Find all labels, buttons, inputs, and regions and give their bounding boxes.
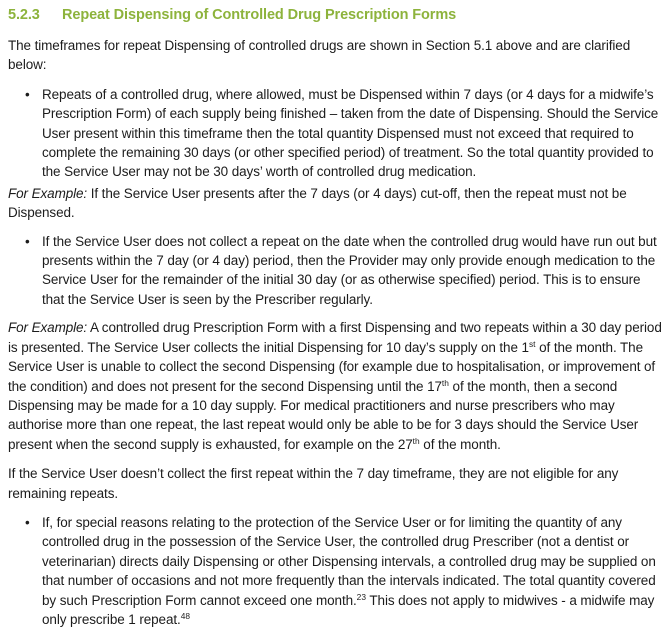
bullet-repeats-timeframe-text: Repeats of a controlled drug, where allowed, must be Dispensed within 7 days (or 4 days for a midwife’s Prescription Form) of each supply being finished – taken from the date of Dispensing. Should the Service User present within this timeframe then the total quantity Dispensed must not exceed that required to complete the remaining 30 days (or other specified period) of treatment. So the total quantity provided to the Service User may not be 30 days’ worth of controlled drug medication. [42, 86, 659, 180]
bullet-daily-dispensing-text: If, for special reasons relating to the protection of the Service User or for limiting the quantity of any controlled drug in the possession of the Service User, the controlled drug Prescriber (not a dentist or veterinarian) directs daily Dispensing or other Dispensing intervals, a controlled drug may be supplied on that number of occasions and not more frequently than the intervals indicated. The total quantity covered by such Prescription Form cannot exceed one month.$^{23}$ This does not apply to midwives - a midwife may only prescribe 1 repeat.$^{48}$ [42, 514, 656, 627]
paragraph-first-repeat-note: If the Service User doesn’t collect the first repeat within the 7 day timeframe, they are not eligible for any remaining repeats. [8, 466, 619, 501]
bullet-marker: • [25, 233, 30, 249]
paragraph-example-cutoff: For Example: If the Service User presents after the 7 days (or 4 days) cut-off, then the repeat must not be Dispensed. [8, 185, 627, 221]
bullet-marker: • [25, 86, 30, 102]
section-title: Repeat Dispensing of Controlled Drug Prescription Forms [62, 7, 457, 23]
bullet-late-collection [8, 232, 663, 310]
paragraph-example-repeats: For Example: A controlled drug Prescription Form with a first Dispensing and two repeats within a 30 day period is presented. The Service User collects the initial Dispensing for 10 day’s supply on the 1st of the month. The Service User is unable to collect the second Dispensing (for example due to hospitalisation, or improvement of the condition) and does not present for the second Dispensing until the 17th of the month, then a second Dispensing may be made for a 10 day supply. For medical practitioners and nurse prescribers who may authorise more than one repeat, the last repeat would only be able to be for 3 days should the Service User present when the second supply is exhausted, for example on the 27th of the month. [8, 320, 662, 452]
paragraph-intro: The timeframes for repeat Dispensing of controlled drugs are shown in Section 5.1 above and are clarified below: [8, 38, 631, 73]
bullet-late-collection-text: If the Service User does not collect a repeat on the date when the controlled drug would have run out but presents within the 7 day (or 4 day) period, then the Provider may only provide enough medication to the Service User for the remainder of the initial 30 day (or as otherwise specified) period. This is to ensure that the Service User is seen by the Prescriber regularly. [42, 233, 657, 307]
bullet-repeats-timeframe [8, 85, 663, 182]
bullet-daily-dispensing [8, 513, 663, 629]
section-number: 5.2.3 [8, 7, 40, 23]
bullet-list-1 [8, 85, 663, 182]
bullet-list-2 [8, 232, 663, 310]
section-heading [8, 6, 663, 25]
bullet-marker: • [25, 514, 30, 530]
bullet-list-3 [8, 513, 663, 629]
